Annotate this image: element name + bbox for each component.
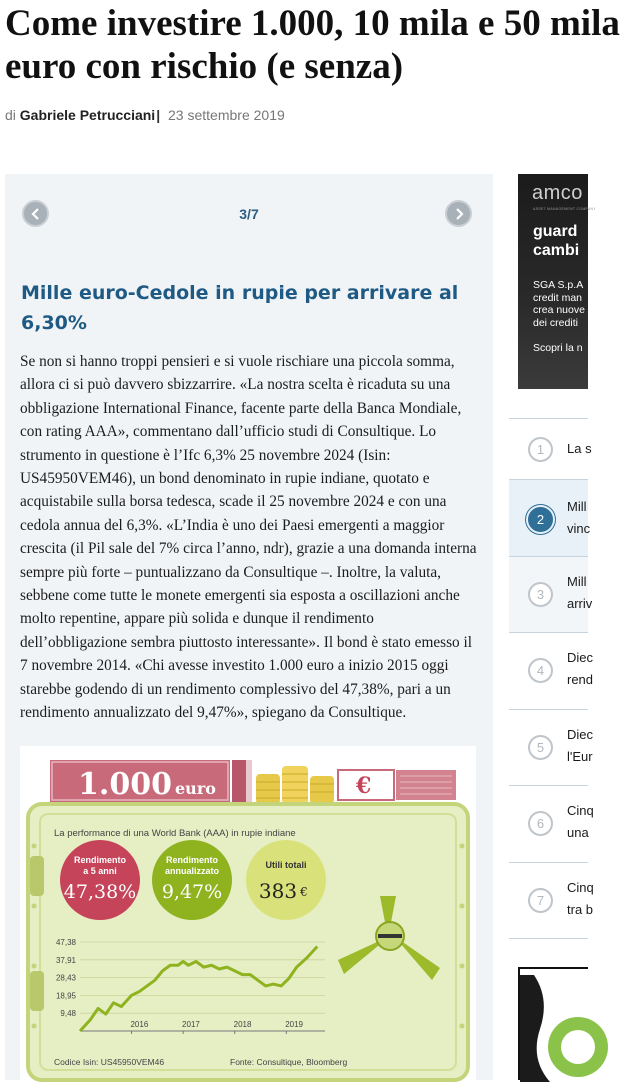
ad-text-1: SGA S.p.A bbox=[533, 279, 584, 291]
toc-line-1: Diec bbox=[567, 726, 594, 742]
headline-line-2: euro con rischio (e senza) bbox=[5, 46, 404, 87]
amount-text: 1.000 bbox=[78, 767, 172, 802]
badge-5y-return bbox=[60, 840, 140, 920]
toc-line-1: Mill bbox=[567, 573, 587, 589]
toc-line-1: Diec bbox=[567, 650, 594, 665]
toc-text bbox=[567, 571, 592, 615]
ad-text-3: crea nuove bbox=[533, 304, 585, 316]
toc-number: 2 bbox=[528, 507, 553, 532]
ad-text-2: credit man bbox=[533, 291, 583, 304]
ad-brand: amco bbox=[532, 182, 583, 204]
toc-item-4[interactable] bbox=[509, 633, 594, 710]
toc-item-2[interactable] bbox=[509, 480, 591, 557]
badge-3-unit: € bbox=[300, 885, 308, 899]
ad-headline-1: guard bbox=[533, 223, 578, 240]
source-footer: Fonte: Consultique, Bloomberg bbox=[230, 1057, 348, 1067]
gallery-next-button[interactable] bbox=[445, 200, 472, 227]
toc-text bbox=[567, 800, 594, 844]
slide-body: Se non si hanno troppi pensieri e si vuole rischiare una piccola somma, allora ci si può davvero sbizzarrire. «La nostra scelta è ricaduta su una obbligazione International Finance, facente parte della Banca Mondiale, con rating AAA», commentano dall’ufficio studi di Consultique. Lo strumento in questione è l’Ifc 6,3% 25 novembre 2024 (Isin: US45950VEM46), un bond denominato in rupie indiane, quotato e acquistabile sulla borsa tedesca, scade il 25 novembre 2024 e con una cedola annua del 6,3%. «L’India è uno dei Paesi emergenti a maggior crescita (il Pil sale del 7% circa l’anno, ndr), grazie a una domanda interna sempre più forte – puntualizzano da Consultique –. Inoltre, la valuta, sebbene come tutte le monete emergenti sia esposta a oscillazioni anche molto repentine, appare più solida e dunque il rendimento dell’obbligazione sembra piuttosto interessante». Il bond è stato emesso il 7 novembre 2014. «Chi avesse investito 1.000 euro a inizio 2015 oggi starebbe godendo di un rendimento complessivo del 47,38%, pari a un rendimento annualizzato del 9,47%», spiegano da Consultique. bbox=[20, 353, 477, 722]
badge-annual-return bbox=[152, 840, 232, 920]
amount-unit-text: euro bbox=[175, 779, 216, 798]
infographic bbox=[20, 746, 476, 1080]
toc-item-6[interactable] bbox=[509, 786, 594, 863]
x-tick-label: 2019 bbox=[285, 1020, 304, 1029]
badge-1-label-2: a 5 anni bbox=[83, 866, 117, 876]
badge-3-value: 383 bbox=[258, 879, 298, 903]
toc-text bbox=[567, 496, 590, 540]
gallery-index bbox=[509, 418, 594, 939]
ad-headline-2: cambi bbox=[533, 242, 580, 259]
author-link[interactable]: Gabriele Petrucciani bbox=[19, 107, 156, 123]
x-tick-label: 2017 bbox=[182, 1020, 200, 1029]
byline-separator: | bbox=[156, 107, 161, 123]
y-tick-label: 37,91 bbox=[55, 955, 76, 965]
euro-symbol: € bbox=[356, 773, 372, 799]
toc-number: 5 bbox=[528, 735, 553, 760]
toc-line-2: l'Eur bbox=[567, 748, 593, 764]
advertisement-banner[interactable] bbox=[518, 174, 597, 389]
toc-line-2: rend bbox=[567, 672, 594, 687]
ad-tagline: ASSET MANAGEMENT COMPANY bbox=[533, 207, 597, 211]
toc-number: 1 bbox=[528, 437, 553, 462]
ad-text-4: dei crediti bbox=[533, 316, 578, 329]
toc-item-1[interactable] bbox=[509, 418, 592, 480]
toc-line-2: una bbox=[567, 825, 589, 840]
toc-line-2: tra b bbox=[567, 901, 594, 917]
x-tick-label: 2018 bbox=[233, 1020, 252, 1029]
ad-headline bbox=[533, 222, 579, 260]
advertisement-banner-2[interactable] bbox=[518, 967, 588, 1080]
ad-cta-link[interactable]: Scopri la n bbox=[533, 342, 583, 354]
toc-number: 6 bbox=[528, 811, 553, 836]
isin-footer: Codice Isin: US45950VEM46 bbox=[54, 1057, 165, 1067]
toc-number: 4 bbox=[528, 658, 553, 683]
infographic-svg bbox=[20, 746, 476, 1080]
badge-1-label-1: Rendimento bbox=[73, 855, 127, 865]
byline bbox=[5, 107, 285, 123]
badge-2-value: 9,47% bbox=[161, 881, 223, 903]
y-tick-label: 18,95 bbox=[55, 991, 76, 1001]
chart-title: La performance di una World Bank (AAA) in rupie indiane bbox=[54, 828, 296, 839]
publish-date: 23 settembre 2019 bbox=[168, 107, 285, 123]
photo-gallery bbox=[5, 174, 493, 1080]
toc-line-2: arriv bbox=[567, 595, 593, 611]
x-tick-label: 2016 bbox=[130, 1020, 149, 1029]
toc-text: La s bbox=[567, 441, 592, 456]
article-headline bbox=[5, 2, 620, 88]
toc-item-3[interactable] bbox=[509, 557, 593, 634]
y-tick-label: 9,48 bbox=[60, 1009, 76, 1019]
ad-text bbox=[533, 279, 593, 329]
toc-line-1: Cinq bbox=[567, 803, 594, 818]
badge-3-label-1: Utili totali bbox=[265, 860, 307, 870]
y-tick-label: 47,38 bbox=[55, 938, 76, 947]
toc-text bbox=[567, 877, 594, 921]
toc-line-1: Mill bbox=[567, 499, 587, 514]
toc-item-5[interactable] bbox=[509, 710, 594, 787]
toc-text bbox=[567, 647, 593, 691]
toc-text bbox=[567, 724, 593, 768]
y-tick-label: 28,43 bbox=[55, 973, 76, 983]
toc-line-1: Cinq bbox=[567, 879, 594, 895]
badge-1-value: 47,38% bbox=[63, 881, 137, 903]
chevron-right-icon bbox=[453, 208, 465, 220]
toc-number: 7 bbox=[528, 888, 553, 913]
toc-line-2: vinc bbox=[567, 521, 591, 536]
gallery-counter: 3/7 bbox=[239, 206, 259, 222]
ad-graphic bbox=[520, 969, 590, 1082]
headline-line-1: Come investire 1.000, 10 mila e 50 mila bbox=[5, 3, 620, 44]
badge-2-label-1: Rendimento bbox=[165, 855, 219, 865]
slide-title: Mille euro-Cedole in rupie per arrivare al 6,30% bbox=[21, 282, 459, 334]
byline-prefix: di bbox=[5, 107, 16, 123]
badge-2-label-2: annualizzato bbox=[164, 866, 220, 876]
toc-item-7[interactable] bbox=[509, 863, 594, 940]
toc-number: 3 bbox=[528, 582, 553, 607]
